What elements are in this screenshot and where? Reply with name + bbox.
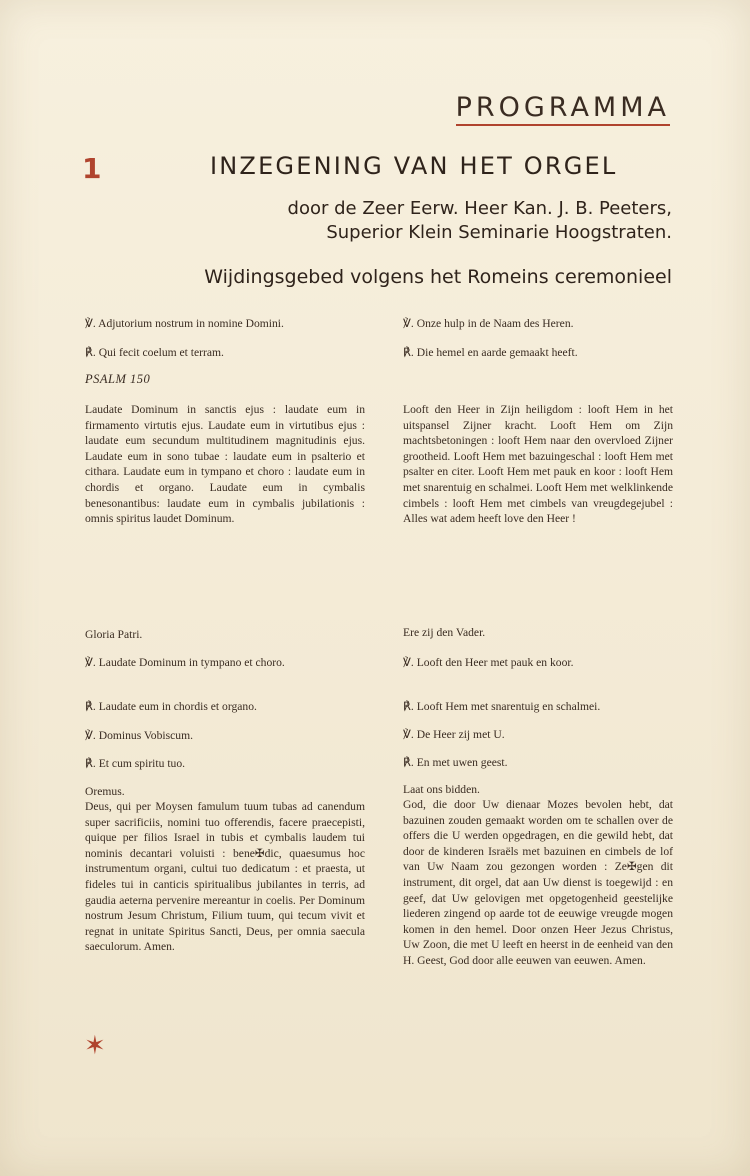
- dutch-column: [403, 0, 673, 1176]
- dutch-versicle-1: ℣. Onze hulp in de Naam des Heren.: [403, 317, 574, 330]
- star-icon: ✶: [84, 1031, 106, 1060]
- programma-heading: PROGRAMMA: [456, 92, 670, 126]
- latin-versicle-1: ℣. Adjutorium nostrum in nomine Domini.: [85, 317, 284, 330]
- item-number: 1: [82, 152, 102, 185]
- latin-oremus: Oremus.: [85, 785, 125, 798]
- dutch-versicle-2: ℣. Looft den Heer met pauk en koor.: [403, 656, 574, 669]
- psalm-label: PSALM 150: [85, 372, 151, 386]
- latin-response-3: ℟. Et cum spiritu tuo.: [85, 757, 186, 770]
- page-title: INZEGENING VAN HET ORGEL: [210, 152, 618, 180]
- latin-versicle-2: ℣. Laudate Dominum in tympano et choro.: [85, 656, 285, 669]
- latin-response-1: ℟. Qui fecit coelum et terram.: [85, 346, 224, 359]
- dutch-gloria: Ere zij den Vader.: [403, 626, 486, 639]
- dutch-response-3: ℟. En met uwen geest.: [403, 756, 508, 769]
- subtitle: Wijdingsgebed volgens het Romeins ceremonieel: [204, 266, 672, 288]
- latin-column: [85, 0, 365, 1176]
- dutch-response-2: ℟. Looft Hem met snarentuig en schalmei.: [403, 700, 601, 713]
- latin-response-2: ℟. Laudate eum in chordis et organo.: [85, 700, 257, 713]
- officiant-line-2: Superior Klein Seminarie Hoogstraten.: [326, 222, 672, 243]
- dutch-psalm-text: Looft den Heer in Zijn heiligdom : looft Hem in het uitspansel Zijner kracht. Looft Hem om Zijn machtsbetoningen : looft Hem naar den overvloed Zijner grootheid. Looft Hem met bazuingeschal : looft Hem met psalter en citer. Looft Hem met pauk en koor : looft Hem met snarentuig en schalmei. Looft Hem met welklinkende cimbels : looft Hem met cimbels van vreugdegejubel : Alles wat adem heeft love den Heer !: [403, 403, 673, 526]
- officiant-line-1: door de Zeer Eerw. Heer Kan. J. B. Peeters,: [287, 198, 672, 219]
- latin-gloria: Gloria Patri.: [85, 628, 143, 641]
- dutch-versicle-3: ℣. De Heer zij met U.: [403, 728, 505, 741]
- latin-prayer: Deus, qui per Moysen famulum tuum tubas ad canendum super sacrificiis, nomini tuo offerendis, facere praecepisti, quique per filios Israel in tubis et cymbalis laudem tui nominis decantari voluisti : bene✠dic, quaesumus hoc instrumentum organi, cultui tuo dedicatum : et praesta, ut fideles tui in canticis spiritualibus jubilantes in terris, ad gaudia aeterna pervenire mereantur in coelis. Per Dominum nostrum Jesum Christum, Filium tuum, qui tecum vivit et regnat in unitate Spiritus Sancti, Deus, per omnia saecula saeculorum. Amen.: [85, 800, 365, 954]
- latin-psalm-text: Laudate Dominum in sanctis ejus : laudate eum in firmamento virtutis ejus. Laudate eum in virtutibus ejus : laudate eum secundum multitudinem magnitudinis ejus. Laudate eum in sono tubae : laudate eum in psalterio et cithara. Laudate eum in tympano et choro : laudate eum in chordis et organo. Laudate eum in cymbalis benesonantibus: laudate eum in cymbalis jubilationis : omnis spiritus laudet Dominum.: [85, 403, 365, 526]
- dutch-response-1: ℟. Die hemel en aarde gemaakt heeft.: [403, 346, 578, 359]
- dutch-oremus: Laat ons bidden.: [403, 783, 480, 796]
- latin-versicle-3: ℣. Dominus Vobiscum.: [85, 729, 193, 742]
- dutch-prayer: God, die door Uw dienaar Mozes bevolen hebt, dat bazuinen zouden gemaakt worden om te schallen over de offers die U werden opgedragen, en die gewild hebt, dat door de kinderen Israëls met bazuinen en cimbels de lof van Uw Naam zou gezongen worden : Ze✠gen dit instrument, dit orgel, dat aan Uw dienst is toegewijd : en geef, dat Uw gelovigen met opgetogenheid geestelijke liederen zingend op aarde tot de eeuwige vreugde mogen komen in den hemel. Door onzen Heer Jezus Christus, Uw Zoon, die met U leeft en heerst in de eenheid van den H. Geest, God door alle eeuwen van eeuwen. Amen.: [403, 798, 673, 967]
